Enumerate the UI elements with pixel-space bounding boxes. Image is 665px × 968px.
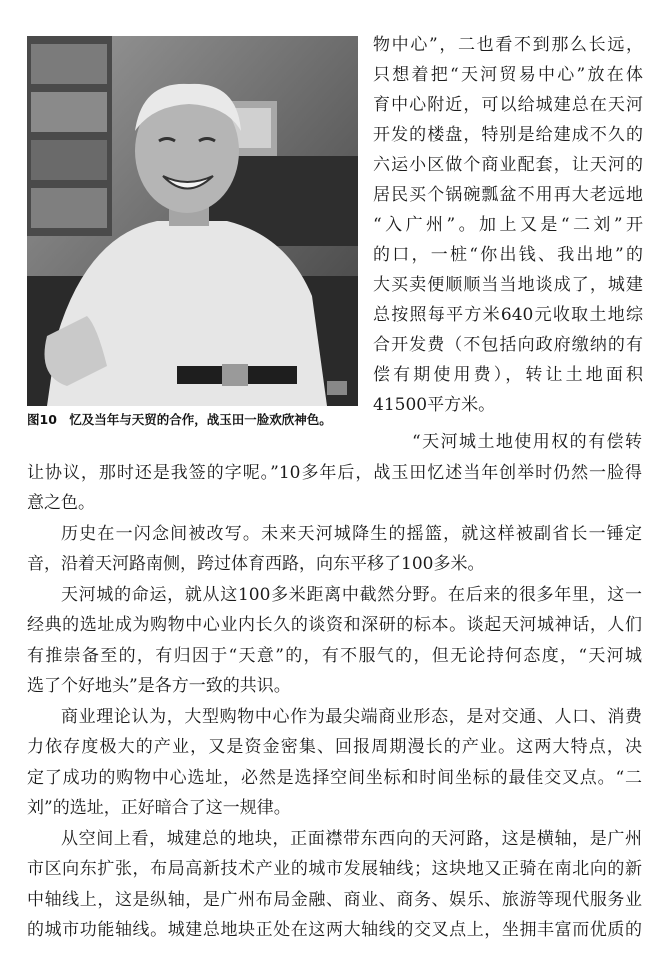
body-line: 选了个好地头”是各方一致的共识。: [27, 676, 291, 696]
column-line: 育中心附近，可以给城建总在天河: [373, 95, 643, 115]
body-line: 定了成功的购物中心选址，必然是选择空间坐标和时间坐标的最佳交叉点。“二: [27, 767, 642, 788]
text-column-right: [373, 30, 643, 420]
column-line: 物中心”，二也看不到那么长远，: [373, 35, 643, 55]
body-text: [27, 427, 642, 946]
column-line: 居民买个锅碗瓢盆不用再大老远地: [373, 185, 643, 205]
body-line: 中轴线上，这是纵轴，是广州布局金融、商业、商务、娱乐、旅游等现代服务业: [27, 889, 642, 910]
body-line: 从空间上看，城建总的地块，正面襟带东西向的天河路，这是横轴，是广州: [61, 828, 642, 849]
body-line: 力依存度极大的产业，又是资金密集、回报周期漫长的产业。这两大特点，决: [27, 737, 642, 757]
column-line: 41500平方米。: [373, 395, 496, 415]
body-line: 天河城的命运，就从这100多米距离中截然分野。在后来的很多年里，这一: [61, 584, 642, 605]
figure-caption-text: 忆及当年与天贸的合作，战玉田一脸欢欣神色。: [69, 412, 332, 427]
column-line: “入广州”。加上又是“二刘”开: [373, 215, 643, 235]
body-line: 的城市功能轴线。城建总地块正处在这两大轴线的交叉点上，坐拥丰富而优质的: [27, 920, 642, 940]
body-line: 让协议，那时还是我签的字呢。”10多年后，战玉田忆述当年创举时仍然一脸得: [27, 462, 642, 483]
body-line: 意之色。: [27, 493, 95, 513]
body-line: 有推崇备至的，有归因于“天意”的，有不服气的，但无论持何态度，“天河城: [27, 645, 642, 666]
body-line: “天河城土地使用权的有偿转: [412, 432, 642, 452]
body-line: 经典的选址成为购物中心业内长久的谈资和深研的标本。谈起天河城神话，人们: [27, 615, 642, 635]
body-line: 历史在一闪念间被改写。未来天河城降生的摇篮，就这样被副省长一锤定: [61, 523, 642, 544]
column-line: 只想着把“天河贸易中心”放在体: [373, 65, 643, 85]
body-line: 商业理论认为，大型购物中心作为最尖端商业形态，是对交通、人口、消费: [61, 706, 642, 727]
body-line: 刘”的选址，正好暗合了这一规律。: [27, 798, 291, 818]
column-line: 的口，一桩“你出钱、我出地”的: [373, 245, 643, 265]
body-line: 音，沿着天河路南侧，跨过体育西路，向东平移了100多米。: [27, 554, 485, 574]
column-line: 合开发费（不包括向政府缴纳的有: [373, 335, 643, 355]
portrait-illustration: [27, 36, 358, 406]
body-line: 市区向东扩张，布局高新技术产业的城市发展轴线；这块地又正骑在南北向的新: [27, 859, 642, 879]
figure-label: 图10: [27, 412, 57, 427]
column-line: 开发的楼盘，特别是给建成不久的: [373, 125, 643, 145]
column-line: 偿有期使用费），转让土地面积: [373, 365, 643, 385]
column-line: 总按照每平方米640元收取土地综: [373, 305, 643, 325]
column-line: 大买卖便顺顺当当地谈成了，城建: [373, 275, 643, 295]
portrait-photo: [27, 36, 358, 406]
column-line: 六运小区做个商业配套，让天河的: [373, 155, 643, 175]
